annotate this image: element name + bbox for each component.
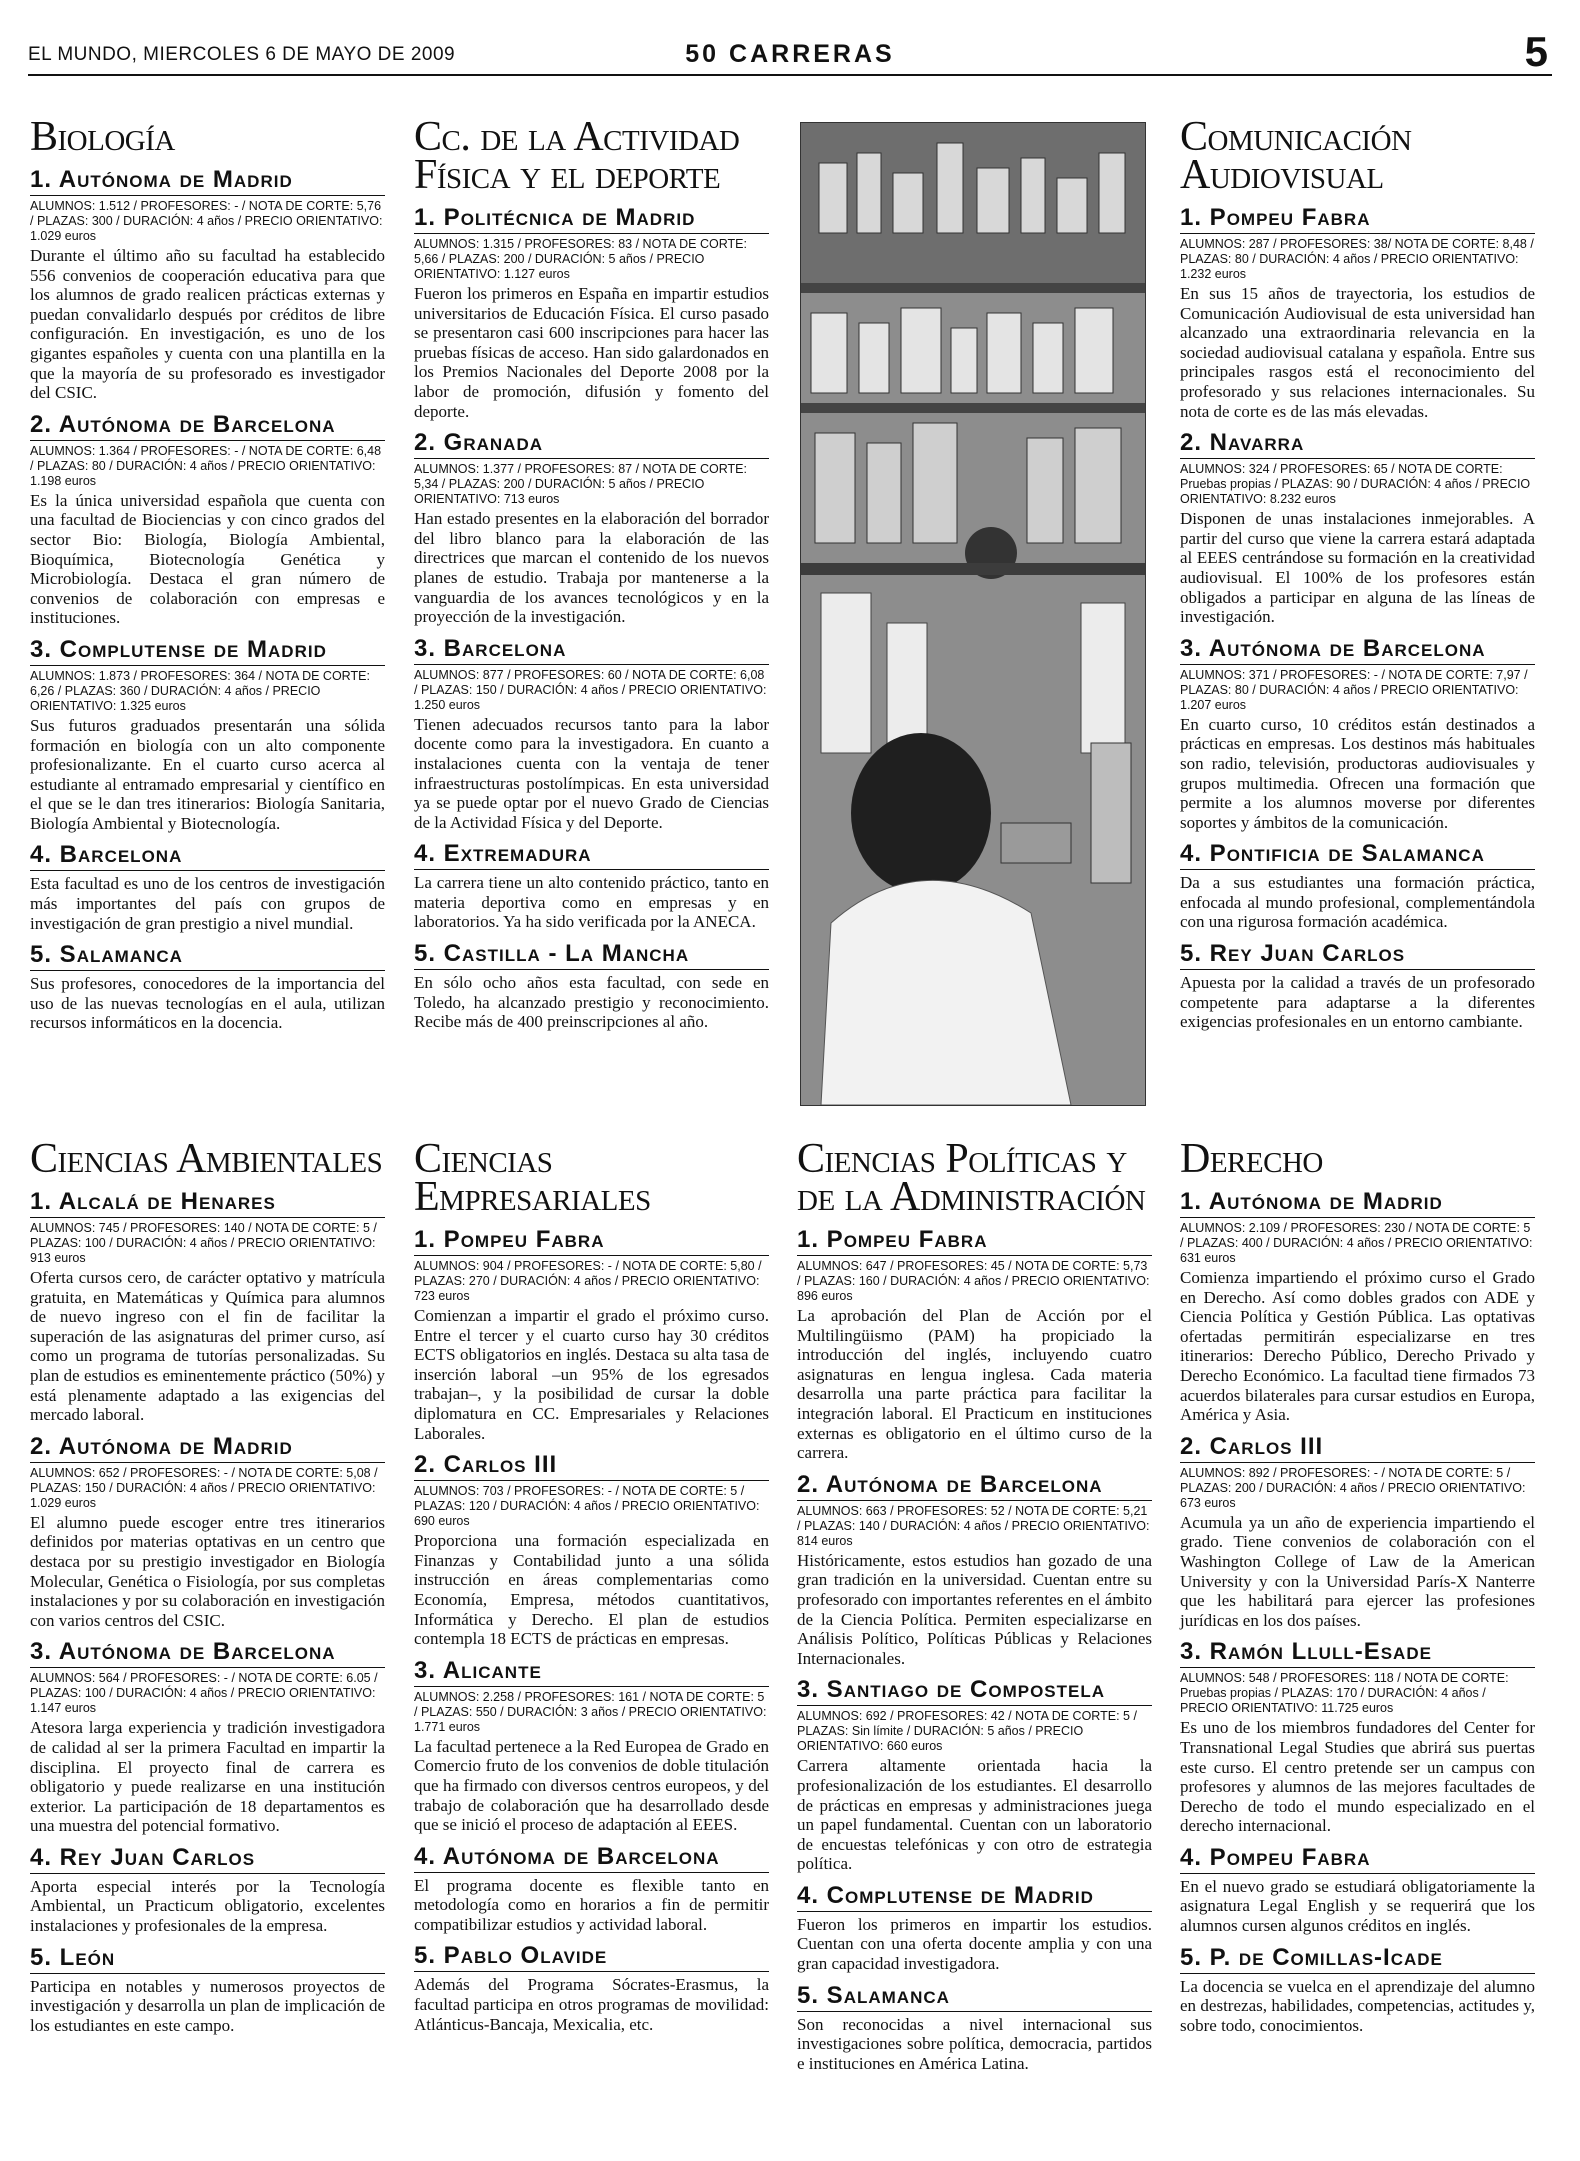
entry-text: Fueron los primeros en impartir los estudios. Cuentan con una oferta docente amplia y con una gran capacidad investigadora. bbox=[797, 1914, 1152, 1974]
entry-text: El programa docente es flexible tanto en metodología como en horarios a fin de permitir compatibilizar estudios y actividad laboral. bbox=[414, 1875, 769, 1934]
entry-text: La carrera tiene un alto contenido práctico, tanto en materia deportiva como en empresas y en laboratorios. Ya ha sido verificada por la ANECA. bbox=[414, 873, 769, 932]
entry-text: Han estado presentes en la elaboración del borrador del libro blanco para la elaboración de las directrices que marcan el contenido de los nuevos planes de estudio. Trabaja por mantenerse a la vanguardia de los avances tecnológicos y en la proyección de la investigación. bbox=[414, 509, 769, 627]
entry-name: 4. Complutense de Madrid bbox=[797, 1882, 1152, 1912]
ranking-entry bbox=[414, 1451, 769, 1649]
entry-meta: ALUMNOS: 892 / PROFESORES: - / NOTA DE CORTE: 5 / PLAZAS: 200 / DURACIÓN: 4 años / PRECIO ORIENTATIVO: 673 euros bbox=[1180, 1465, 1526, 1510]
entry-text: Además del Programa Sócrates-Erasmus, la facultad participa en otros programas de movilidad: Atlánticus-Bancaja, Mexicalia, etc. bbox=[414, 1975, 769, 2034]
entry-meta: ALUMNOS: 1.315 / PROFESORES: 83 / NOTA DE CORTE: 5,66 / PLAZAS: 200 / DURACIÓN: 5 años / PRECIO ORIENTATIVO: 1.127 euros bbox=[414, 237, 747, 281]
ranking-entry bbox=[1180, 1844, 1535, 1936]
entry-meta: ALUMNOS: 1.377 / PROFESORES: 87 / NOTA DE CORTE: 5,34 / PLAZAS: 200 / DURACIÓN: 5 años / PRECIO ORIENTATIVO: 713 euros bbox=[414, 462, 747, 507]
entry-name: 5. Castilla - La Mancha bbox=[414, 940, 769, 970]
entry-name: 2. Granada bbox=[414, 429, 769, 459]
entry-text: Comienza impartiendo el próximo curso el Grado en Derecho. Así como dobles grados con ADE y Ciencia Política y Gestión Pública. Las optativas ofertadas permitirán especializarse en tres itinerarios: Derecho Público, Derecho Privado y Derecho Económico. La facultad tiene firmados 73 acuerdos bilaterales para cursar estudios en Europa, América y Asia. bbox=[1180, 1268, 1535, 1425]
section-heading: Ciencias Empresariales bbox=[414, 1136, 651, 1220]
entry-meta: ALUMNOS: 692 / PROFESORES: 42 / NOTA DE CORTE: 5 / PLAZAS: Sin límite / DURACIÓN: 5 años / PRECIO ORIENTATIVO: 660 euros bbox=[797, 1709, 1137, 1754]
section-ciencias-ambientales bbox=[30, 1136, 385, 2043]
entry-text: Aporta especial interés por la Tecnología Ambiental, un Practicum obligatorio, excelentes instalaciones y profesionales de la empresa. bbox=[30, 1876, 385, 1936]
entry-text: Son reconocidas a nivel internacional sus investigaciones sobre política, democracia, partidos e instituciones en América Latina. bbox=[797, 2014, 1152, 2073]
entry-name: 4. Rey Juan Carlos bbox=[30, 1844, 385, 1874]
entry-name: 2. Autónoma de Madrid bbox=[30, 1433, 385, 1463]
ranking-entry bbox=[414, 1226, 769, 1443]
entry-name: 5. León bbox=[30, 1944, 385, 1974]
entry-name: 2. Navarra bbox=[1180, 429, 1535, 459]
ranking-entry bbox=[414, 1657, 769, 1835]
entry-text: La docencia se vuelca en el aprendizaje del alumno en destrezas, habilidades, competencias, actitudes y, sobre todo, conocimientos. bbox=[1180, 1976, 1535, 2035]
entry-name: 5. Salamanca bbox=[797, 1982, 1152, 2012]
header-date: EL MUNDO, MIERCOLES 6 DE MAYO DE 2009 bbox=[28, 44, 456, 65]
entry-name: 4. Pontificia de Salamanca bbox=[1180, 840, 1535, 870]
section-heading: Cc. de la Actividad Física y el deporte bbox=[414, 114, 740, 198]
section-comunicacion-audiovisual bbox=[1180, 114, 1535, 1040]
ranking-entry bbox=[30, 841, 385, 933]
ranking-entry bbox=[414, 429, 769, 627]
entry-meta: ALUMNOS: 2.109 / PROFESORES: 230 / NOTA DE CORTE: 5 / PLAZAS: 400 / DURACIÓN: 4 años / PRECIO ORIENTATIVO: 631 euros bbox=[1180, 1221, 1533, 1265]
section-ciencias-empresariales bbox=[414, 1136, 769, 2042]
entry-text: Es uno de los miembros fundadores del Center for Transnational Legal Studies que abrirá sus puertas este curso. El centro pretende ser un campus con profesores y alumnos de las mejores facultades de Derecho de todo el mundo especializado en el derecho internacional. bbox=[1180, 1718, 1535, 1836]
section-heading: Comunicación Audiovisual bbox=[1180, 114, 1412, 198]
ranking-entry bbox=[1180, 635, 1535, 833]
entry-text: Proporciona una formación especializada en Finanzas y Contabilidad junto a una sólida instrucción en áreas complementarias como Economía, Empresa, métodos cuantitativos, Informática y Derecho. El plan de estudios contempla 18 ECTS de prácticas en empresas. bbox=[414, 1531, 769, 1649]
ranking-entry bbox=[1180, 1188, 1535, 1425]
ranking-entry bbox=[797, 1882, 1152, 1974]
entry-meta: ALUMNOS: 2.258 / PROFESORES: 161 / NOTA DE CORTE: 5 / PLAZAS: 550 / DURACIÓN: 3 años / PRECIO ORIENTATIVO: 1.771 euros bbox=[414, 1689, 767, 1734]
ranking-entry bbox=[30, 636, 385, 834]
entry-name: 5. Rey Juan Carlos bbox=[1180, 940, 1535, 970]
entry-name: 1. Politécnica de Madrid bbox=[414, 204, 769, 234]
entry-meta: ALUMNOS: 324 / PROFESORES: 65 / NOTA DE CORTE: Pruebas propias / PLAZAS: 90 / DURACIÓN: 4 años / PRECIO ORIENTATIVO: 8.232 euros bbox=[1180, 462, 1531, 507]
entry-text: Históricamente, estos estudios han gozado de una gran tradición en la universidad. Cuentan entre su profesorado con importantes referentes en el ámbito de la Ciencia Política. Permiten especializarse en Análisis Político, Políticas Públicas y Relaciones Internacionales. bbox=[797, 1550, 1152, 1668]
entry-text: Atesora larga experiencia y tradición investigadora de calidad al ser la primera Facultad en impartir la disciplina. El proyecto final de carrera es obligatorio y puede realizarse en una institución exterior. La participación de 18 departamentos es una muestra del potencial formativo. bbox=[30, 1718, 385, 1836]
entry-text: La facultad pertenece a la Red Europea de Grado en Comercio fruto de los convenios de doble titulación que ha firmado con diversos centros europeos, y del trabajo de colaboración que ha desarrollado desde que se inició el proceso de adaptación al EEES. bbox=[414, 1736, 769, 1835]
entry-name: 1. Autónoma de Madrid bbox=[1180, 1188, 1535, 1218]
entry-text: En sólo ocho años esta facultad, con sede en Toledo, ha alcanzado prestigio y reconocimiento. Recibe más de 400 preinscripciones al año. bbox=[414, 973, 769, 1032]
entry-name: 1. Pompeu Fabra bbox=[797, 1226, 1152, 1256]
entry-meta: ALUMNOS: 647 / PROFESORES: 45 / NOTA DE CORTE: 5,73 / PLAZAS: 160 / DURACIÓN: 4 años / PRECIO ORIENTATIVO: 896 euros bbox=[797, 1259, 1150, 1303]
section-derecho bbox=[1180, 1136, 1535, 2043]
entry-name: 3. Autónoma de Barcelona bbox=[30, 1638, 385, 1668]
ranking-entry bbox=[414, 635, 769, 833]
entry-name: 2. Autónoma de Barcelona bbox=[30, 411, 385, 441]
entry-text: Durante el último año su facultad ha establecido 556 convenios de cooperación educativa para que los alumnos de grado realicen prácticas externas y puedan convalidarlo después por créditos de libre configuración. En investigación, es uno de los gigantes españoles y cuenta con una plantilla en la que la mayoría de su profesorado es investigador del CSIC. bbox=[30, 246, 385, 403]
ranking-entry bbox=[30, 411, 385, 628]
ranking-entry bbox=[30, 941, 385, 1033]
ranking-entry bbox=[30, 1638, 385, 1836]
entry-name: 3. Ramón Llull-Esade bbox=[1180, 1638, 1535, 1668]
entry-name: 4. Pompeu Fabra bbox=[1180, 1844, 1535, 1874]
ranking-entry bbox=[1180, 429, 1535, 627]
lab-photo bbox=[800, 122, 1146, 1106]
section-heading: Biología bbox=[30, 114, 175, 160]
entry-name: 3. Complutense de Madrid bbox=[30, 636, 385, 666]
entry-meta: ALUMNOS: 745 / PROFESORES: 140 / NOTA DE CORTE: 5 / PLAZAS: 100 / DURACIÓN: 4 años / PRECIO ORIENTATIVO: 913 euros bbox=[30, 1221, 377, 1265]
entry-text: En el nuevo grado se estudiará obligatoriamente la asignatura Legal English y se requerirá que los alumnos cursen algunos créditos en inglés. bbox=[1180, 1876, 1535, 1936]
ranking-entry bbox=[414, 204, 769, 421]
section-biologia bbox=[30, 114, 385, 1041]
entry-name: 5. Salamanca bbox=[30, 941, 385, 971]
section-heading: Ciencias Ambientales bbox=[30, 1136, 383, 1182]
ranking-entry bbox=[1180, 1944, 1535, 2036]
ranking-entry bbox=[30, 1944, 385, 2036]
ranking-entry bbox=[1180, 204, 1535, 421]
entry-text: Oferta cursos cero, de carácter optativo y matrícula gratuita, en Matemáticas y Química para alumnos de nuevo ingreso con el fin de facilitar la superación de las asignaturas del primer curso, así como un programa de tutorías personalizadas. Su plan de estudios es eminentemente práctico (50%) y está plenamente adaptado a las exigencias del mercado laboral. bbox=[30, 1268, 385, 1425]
entry-text: Comienzan a impartir el grado el próximo curso. Entre el tercer y el cuarto curso hay 30 créditos ECTS obligatorios en inglés. Destaca su alta tasa de inserción laboral –un 95% de los egresados trabajan–, y la posibilidad de cursar la doble diplomatura en CC. Empresariales y Relaciones Laborales. bbox=[414, 1306, 769, 1443]
ranking-entry bbox=[797, 1226, 1152, 1463]
section-title: 50 CARRERAS bbox=[685, 40, 895, 68]
entry-meta: ALUMNOS: 663 / PROFESORES: 52 / NOTA DE CORTE: 5,21 / PLAZAS: 140 / DURACIÓN: 4 años / PRECIO ORIENTATIVO: 814 euros bbox=[797, 1503, 1150, 1548]
lab-scene-illustration bbox=[801, 123, 1145, 1105]
entry-text: En cuarto curso, 10 créditos están destinados a prácticas en empresas. Los destinos más habituales son radio, televisión, productoras audiovisuales y grupos multimedia. Ofrecen una formación que permite a los alumnos moverse por diferentes soportes y ámbitos de la comunicación. bbox=[1180, 714, 1535, 832]
entry-name: 5. P. de Comillas-Icade bbox=[1180, 1944, 1535, 1974]
entry-text: Fueron los primeros en España en impartir estudios universitarios de Educación Física. El curso pasado se presentaron casi 600 inscripciones para hacer las pruebas físicas de acceso. Han sido galardonados en los Premios Nacionales del Deporte 2008 por la labor de promoción, difusión y fomento del deporte. bbox=[414, 284, 769, 421]
entry-meta: ALUMNOS: 287 / PROFESORES: 38/ NOTA DE CORTE: 8,48 / PLAZAS: 80 / DURACIÓN: 4 años / PRECIO ORIENTATIVO: 1.232 euros bbox=[1180, 237, 1534, 281]
entry-name: 2. Carlos III bbox=[414, 1451, 769, 1481]
entry-meta: ALUMNOS: 1.873 / PROFESORES: 364 / NOTA DE CORTE: 6,26 / PLAZAS: 360 / DURACIÓN: 4 años / PRECIO ORIENTATIVO: 1.325 euros bbox=[30, 668, 370, 713]
entry-text: Sus profesores, conocedores de la importancia del uso de las nuevas tecnologías en el aula, utilizan recursos informáticos en la docencia. bbox=[30, 974, 385, 1033]
entry-text: El alumno puede escoger entre tres itinerarios definidos por materias optativas en un centro que destaca por su prestigio investigador en Biología Molecular, Genética o Fisiología, por sus completas instalaciones y por su colaboración en investigación con varios centros del CSIC. bbox=[30, 1512, 385, 1630]
entry-text: Apuesta por la calidad a través de un profesorado competente para adaptarse a la diferentes exigencias profesionales en un entorno cambiante. bbox=[1180, 973, 1535, 1032]
ranking-entry bbox=[1180, 1638, 1535, 1836]
entry-text: Sus futuros graduados presentarán una sólida formación en biología con un alto componente profesionalizante. En el cuarto curso acerca al estudiante al entramado empresarial y científico en el que se le dan tres itinerarios: Biología Sanitaria, Biología Ambiental y Biotecnología. bbox=[30, 715, 385, 833]
ranking-entry bbox=[797, 1676, 1152, 1874]
ranking-entry bbox=[414, 840, 769, 932]
entry-text: Disponen de unas instalaciones inmejorables. A partir del curso que viene la carrera estará adaptada al EEES centrándose su formación en la creatividad audiovisual. El 100% de los profesores están obligados a participar en alguna de las líneas de investigación. bbox=[1180, 509, 1535, 627]
ranking-entry bbox=[797, 1982, 1152, 2074]
entry-name: 3. Barcelona bbox=[414, 635, 769, 665]
entry-text: Carrera altamente orientada hacia la profesionalización de los estudiantes. El desarrollo de prácticas en empresas y administraciones juega un papel fundamental. Cuentan con un laboratorio de encuestas telefónicas y con otro de estrategia política. bbox=[797, 1756, 1152, 1874]
entry-meta: ALUMNOS: 1.364 / PROFESORES: - / NOTA DE CORTE: 6,48 / PLAZAS: 80 / DURACIÓN: 4 años / PRECIO ORIENTATIVO: 1.198 euros bbox=[30, 443, 382, 488]
entry-meta: ALUMNOS: 652 / PROFESORES: - / NOTA DE CORTE: 5,08 / PLAZAS: 150 / DURACIÓN: 4 años / PRECIO ORIENTATIVO: 1.029 euros bbox=[30, 1465, 378, 1510]
entry-text: Tienen adecuados recursos tanto para la labor docente como para la investigadora. En cuanto a instalaciones cuenta con la ventaja de tener infraestructuras postolímpicas. En esta universidad ya se puede optar por el nuevo Grado de Ciencias de la Actividad Física y del Deporte. bbox=[414, 714, 769, 832]
ranking-entry bbox=[1180, 940, 1535, 1032]
entry-meta: ALUMNOS: 548 / PROFESORES: 118 / NOTA DE CORTE: Pruebas propias / PLAZAS: 170 / DURACIÓN: 4 años / PRECIO ORIENTATIVO: 11.725 euros bbox=[1180, 1671, 1509, 1716]
entry-meta: ALUMNOS: 703 / PROFESORES: - / NOTA DE CORTE: 5 / PLAZAS: 120 / DURACIÓN: 4 años / PRECIO ORIENTATIVO: 690 euros bbox=[414, 1484, 760, 1529]
entry-name: 4. Extremadura bbox=[414, 840, 769, 870]
ranking-entry bbox=[1180, 1433, 1535, 1631]
ranking-entry bbox=[1180, 840, 1535, 932]
entry-name: 4. Barcelona bbox=[30, 841, 385, 871]
entry-name: 4. Autónoma de Barcelona bbox=[414, 1843, 769, 1873]
entry-name: 2. Autónoma de Barcelona bbox=[797, 1471, 1152, 1501]
entry-text: Participa en notables y numerosos proyectos de investigación y desarrolla un plan de implicación de los estudiantes en este campo. bbox=[30, 1976, 385, 2035]
entry-meta: ALUMNOS: 877 / PROFESORES: 60 / NOTA DE CORTE: 6,08 / PLAZAS: 150 / DURACIÓN: 4 años / PRECIO ORIENTATIVO: 1.250 euros bbox=[414, 667, 767, 712]
entry-name: 1. Alcalá de Henares bbox=[30, 1188, 385, 1218]
entry-name: 1. Pompeu Fabra bbox=[414, 1226, 769, 1256]
entry-name: 3. Autónoma de Barcelona bbox=[1180, 635, 1535, 665]
ranking-entry bbox=[30, 166, 385, 403]
ranking-entry bbox=[797, 1471, 1152, 1669]
section-actividad-fisica bbox=[414, 114, 769, 1040]
entry-meta: ALUMNOS: 564 / PROFESORES: - / NOTA DE CORTE: 6.05 / PLAZAS: 100 / DURACIÓN: 4 años / PRECIO ORIENTATIVO: 1.147 euros bbox=[30, 1671, 378, 1716]
entry-name: 3. Santiago de Compostela bbox=[797, 1676, 1152, 1706]
ranking-entry bbox=[414, 1843, 769, 1935]
entry-name: 5. Pablo Olavide bbox=[414, 1942, 769, 1972]
section-heading: Derecho bbox=[1180, 1136, 1323, 1182]
ranking-entry bbox=[414, 940, 769, 1032]
entry-name: 1. Pompeu Fabra bbox=[1180, 204, 1535, 234]
page-header bbox=[28, 30, 1552, 76]
section-heading: Ciencias Políticas y de la Administración bbox=[797, 1136, 1146, 1220]
entry-meta: ALUMNOS: 1.512 / PROFESORES: - / NOTA DE CORTE: 5,76 / PLAZAS: 300 / DURACIÓN: 4 años / PRECIO ORIENTATIVO: 1.029 euros bbox=[30, 199, 383, 243]
ranking-entry bbox=[30, 1188, 385, 1425]
ranking-entry bbox=[30, 1844, 385, 1936]
entry-name: 2. Carlos III bbox=[1180, 1433, 1535, 1463]
entry-text: En sus 15 años de trayectoria, los estudios de Comunicación Audiovisual de esta universidad han alcanzado una extraordinaria relevancia en la sociedad audiovisual catalana y española. Entre sus principales rasgos está el reconocimiento del profesorado y sus relaciones internacionales. Su nota de corte es de las más elevadas. bbox=[1180, 284, 1535, 421]
entry-meta: ALUMNOS: 904 / PROFESORES: - / NOTA DE CORTE: 5,80 / PLAZAS: 270 / DURACIÓN: 4 años / PRECIO ORIENTATIVO: 723 euros bbox=[414, 1259, 762, 1303]
entry-text: La aprobación del Plan de Acción por el Multilingüismo (PAM) ha propiciado la introducción del inglés, incluyendo cuatro asignaturas en lengua inglesa. Cada materia desarrolla una parte práctica para facilitar la integración laboral. El Practicum en instituciones externas es obligatorio en el último curso de la carrera. bbox=[797, 1306, 1152, 1463]
entry-meta: ALUMNOS: 371 / PROFESORES: - / NOTA DE CORTE: 7,97 / PLAZAS: 80 / DURACIÓN: 4 años / PRECIO ORIENTATIVO: 1.207 euros bbox=[1180, 667, 1528, 712]
section-ciencias-politicas bbox=[797, 1136, 1152, 2081]
entry-text: Acumula ya un año de experiencia impartiendo el grado. Tiene convenios de colaboración con el Washington College of Law de la American University y con la Universidad París-X Nanterre que les habilitará para ejercer las profesiones jurídicas en los dos países. bbox=[1180, 1512, 1535, 1630]
entry-name: 1. Autónoma de Madrid bbox=[30, 166, 385, 196]
entry-text: Da a sus estudiantes una formación práctica, enfocada al mundo profesional, complementándola con una rigurosa formación académica. bbox=[1180, 873, 1535, 932]
entry-name: 3. Alicante bbox=[414, 1657, 769, 1687]
ranking-entry bbox=[414, 1942, 769, 2034]
entry-text: Esta facultad es uno de los centros de investigación más importantes del país con grupos de investigación de gran prestigio a nivel mundial. bbox=[30, 874, 385, 933]
ranking-entry bbox=[30, 1433, 385, 1631]
page-number: 5 bbox=[1524, 28, 1548, 75]
entry-text: Es la única universidad española que cuenta con una facultad de Biociencias y con cinco grados del sector Bio: Biología, Biología Ambiental, Bioquímica, Biotecnología Genética y Microbiología. Destaca el gran número de convenios de colaboración con empresas e instituciones. bbox=[30, 490, 385, 628]
